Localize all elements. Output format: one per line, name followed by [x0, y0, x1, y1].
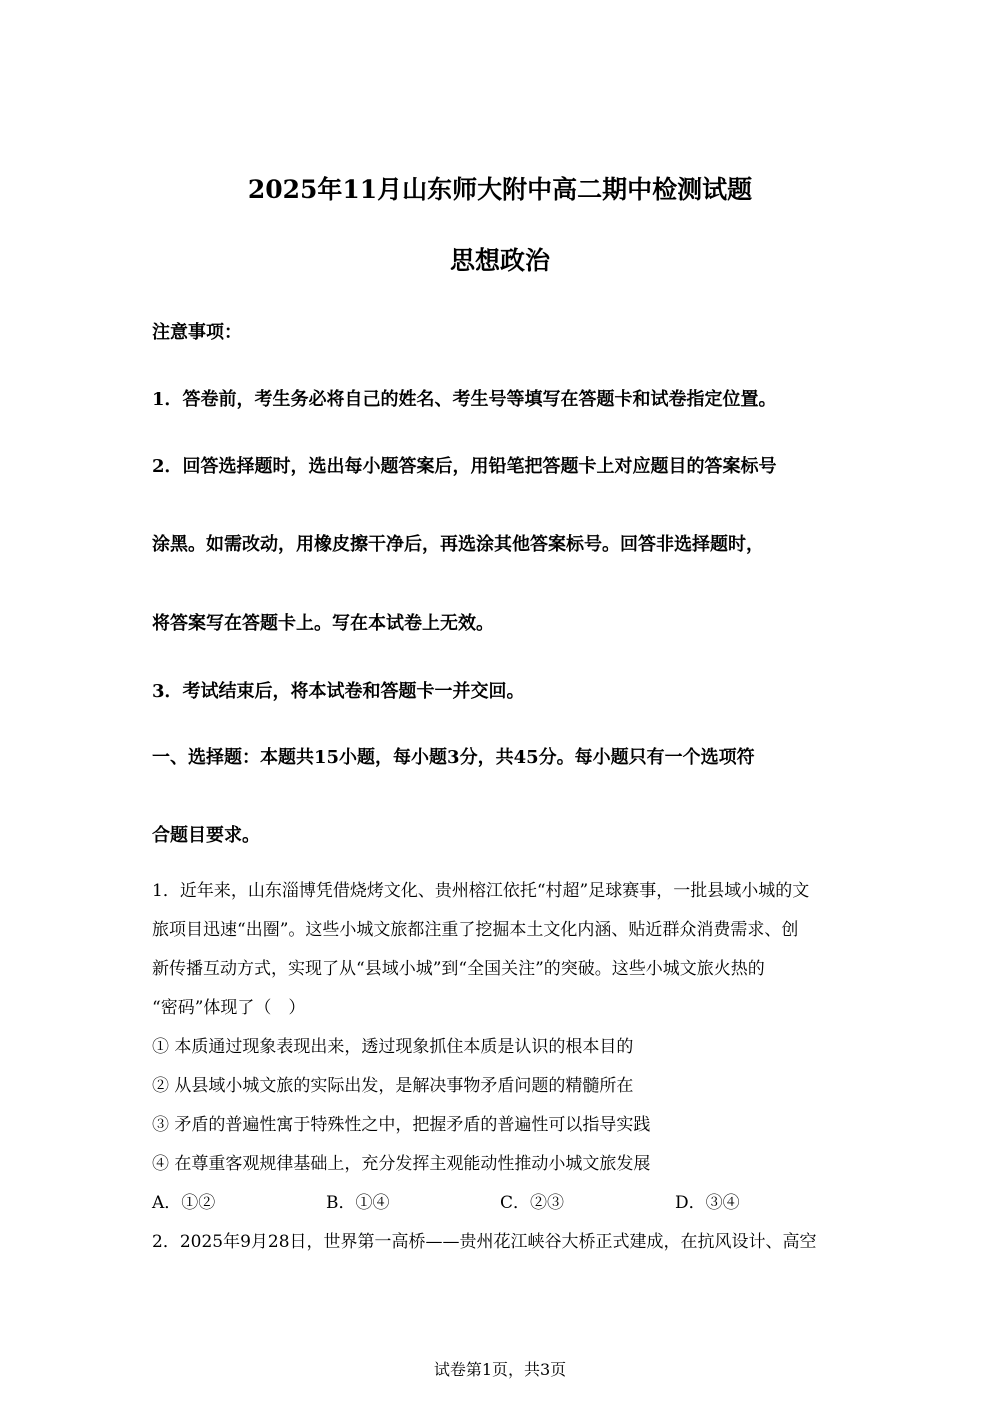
question-1-statement-4: ④ 在尊重客观规律基础上，充分发挥主观能动性推动小城文旅发展: [152, 1154, 651, 1174]
subject-title: 思想政治: [449, 246, 550, 275]
question-1-option-c[interactable]: C．②③: [500, 1193, 565, 1213]
question-1-stem-line-3: 新传播互动方式，实现了从“县域小城”到“全国关注”的突破。这些小城文旅火热的: [152, 959, 765, 979]
question-1-stem-line-4: “密码”体现了（ ）: [152, 998, 306, 1018]
section-heading-line-2: 合题目要求。: [152, 825, 260, 846]
question-1-option-b[interactable]: B．①④: [326, 1193, 390, 1213]
question-1-option-a[interactable]: A．①②: [152, 1193, 216, 1213]
question-1-stem-line-2: 旅项目迅速“出圈”。这些小城文旅都注重了挖掘本土文化内涵、贴近群众消费需求、创: [152, 920, 799, 940]
notice-item-1: 1．答卷前，考生务必将自己的姓名、考生号等填写在答题卡和试卷指定位置。: [152, 389, 777, 410]
notice-item-2-line-1: 2．回答选择题时，选出每小题答案后，用铅笔把答题卡上对应题目的答案标号: [152, 456, 777, 477]
exam-title: 2025年11月山东师大附中高二期中检测试题: [247, 175, 753, 204]
question-1-statement-2: ② 从县域小城文旅的实际出发，是解决事物矛盾问题的精髓所在: [152, 1076, 634, 1096]
notice-item-3: 3．考试结束后，将本试卷和答题卡一并交回。: [152, 681, 525, 702]
question-1-statement-1: ① 本质通过现象表现出来，透过现象抓住本质是认识的根本目的: [152, 1037, 634, 1057]
page-footer: 试卷第1页，共3页: [433, 1360, 567, 1379]
notice-heading: 注意事项：: [152, 322, 242, 343]
notice-item-2-line-2: 涂黑。如需改动，用橡皮擦干净后，再选涂其他答案标号。回答非选择题时，: [152, 534, 764, 555]
question-1-option-d[interactable]: D．③④: [675, 1193, 740, 1213]
question-1-stem-line-1: 1．近年来，山东淄博凭借烧烤文化、贵州榕江依托“村超”足球赛事，一批县域小城的文: [152, 881, 810, 901]
notice-item-2-line-3: 将答案写在答题卡上。写在本试卷上无效。: [152, 613, 494, 634]
section-heading-line-1: 一、选择题：本题共15小题，每小题3分，共45分。每小题只有一个选项符: [152, 747, 755, 768]
question-2-stem-line-1: 2．2025年9月28日，世界第一高桥——贵州花江峡谷大桥正式建成，在抗风设计、高空: [152, 1232, 817, 1252]
question-1-statement-3: ③ 矛盾的普遍性寓于特殊性之中，把握矛盾的普遍性可以指导实践: [152, 1115, 651, 1135]
